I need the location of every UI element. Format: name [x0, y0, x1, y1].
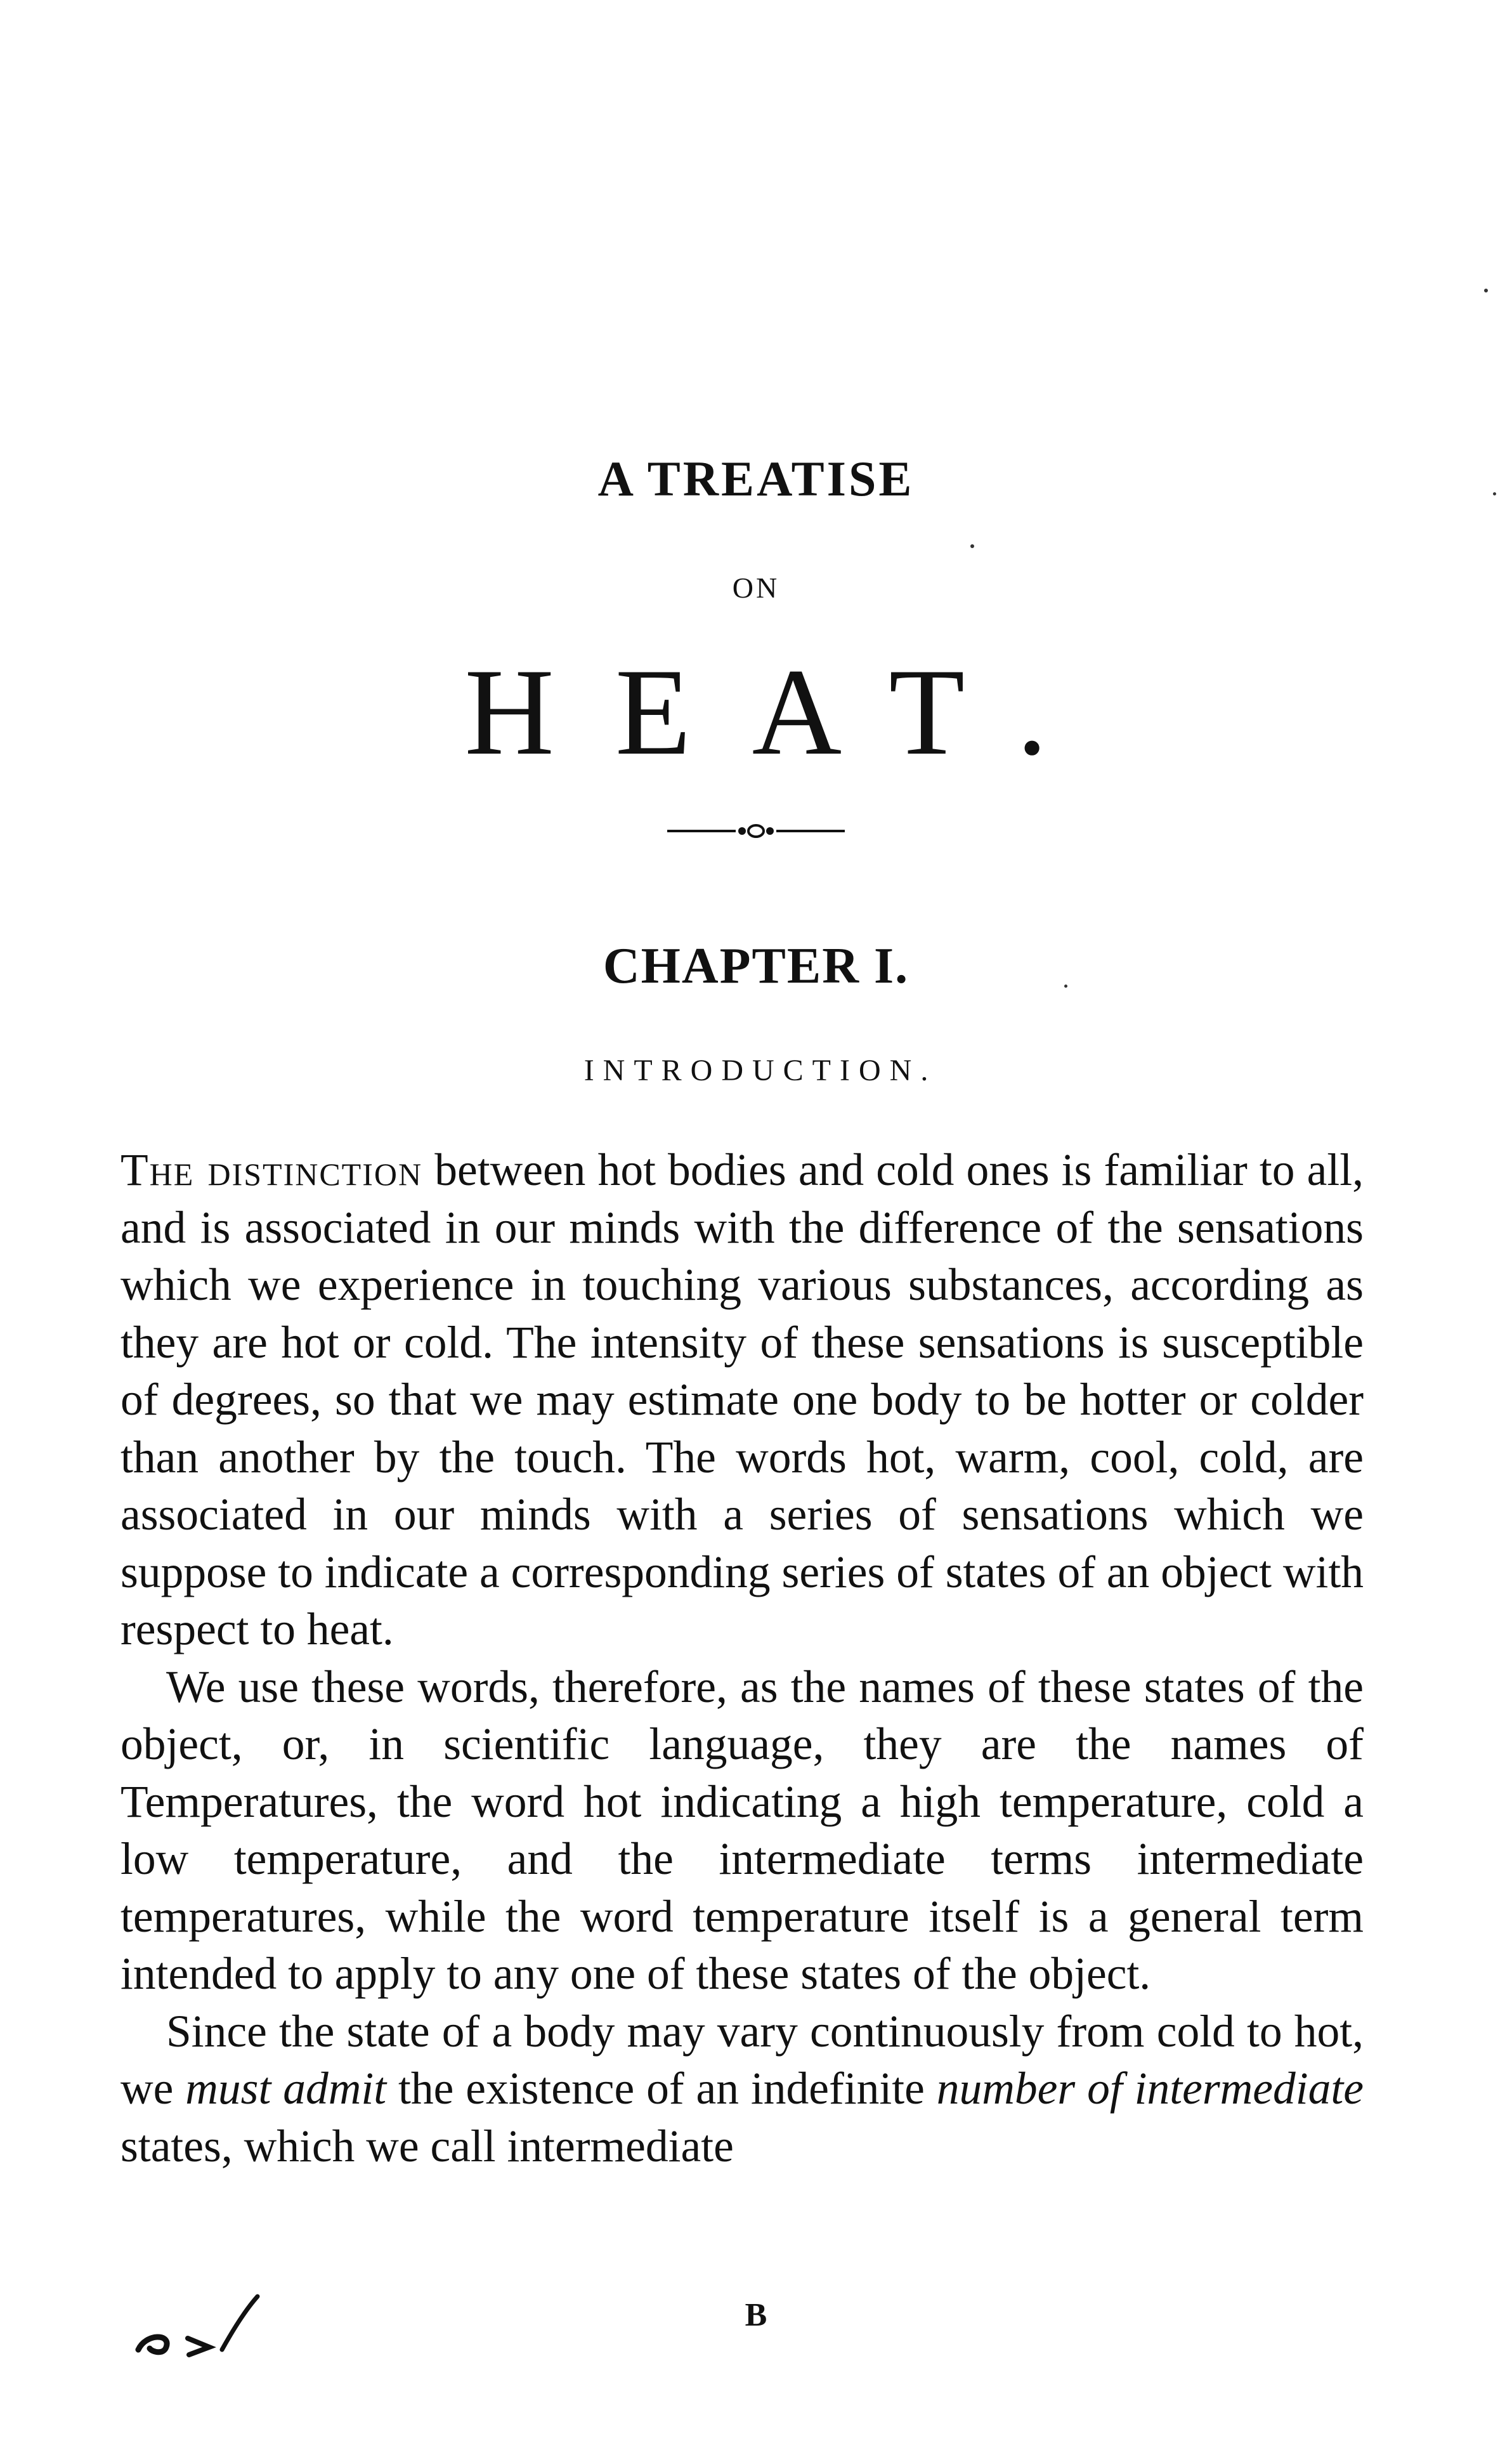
scan-speck — [970, 544, 974, 548]
handwritten-mark-icon — [127, 2289, 266, 2359]
scan-speck — [1484, 289, 1488, 292]
paragraph-3-italic: must admit — [185, 2064, 387, 2114]
body-text — [121, 1142, 1364, 2175]
signature-mark: B — [745, 2297, 767, 2333]
book-title-prefix: A TREATISE — [597, 451, 915, 506]
chapter-title: CHAPTER I. — [603, 938, 909, 994]
book-title-connector: ON — [732, 572, 780, 604]
ornament-divider-icon — [667, 818, 845, 844]
paragraph-1-text: between hot bodies and cold ones is familiar to all, and is associated in our minds with the difference of the sensations which we experience in touching various substances, according as they are hot or cold. The intensity of these sensations is susceptible of degrees, so that we may estimate one body to be hotter or colder than another by the touch. The words hot, warm, cool, cold, are associated in our minds with a series of sensations which we suppose to indicate a corresponding series of states of an object with respect to heat. — [121, 1145, 1364, 1654]
chapter-subtitle: INTRODUCTION. — [583, 1054, 937, 1087]
paragraph-1 — [121, 1142, 1364, 1659]
scan-speck — [1064, 985, 1067, 988]
paragraph-3 — [121, 2003, 1364, 2176]
paragraph-lead-in: The distinction — [121, 1145, 423, 1195]
paragraph-3-text-b: the existence of an indefinite — [386, 2064, 937, 2114]
scan-speck — [1493, 492, 1496, 495]
paragraph-3-text-a: Since the state of a body may vary continuously from cold to hot, we — [121, 2006, 1364, 2114]
book-title-main: HEAT. — [464, 643, 1109, 781]
paragraph-3-italic-2: number of intermediate — [936, 2064, 1364, 2114]
paragraph-3-text-c: states, which we call intermediate — [121, 2121, 734, 2171]
paragraph-2: We use these words, therefore, as the names of these states of the object, or, in scientific language, they are the names of Temperatures, the word hot indicating a high temperature, cold a low temperature, and the intermediate terms intermediate temperatures, while the word temperature itself is a general term intended to apply to any one of these states of the object. — [121, 1661, 1364, 1999]
